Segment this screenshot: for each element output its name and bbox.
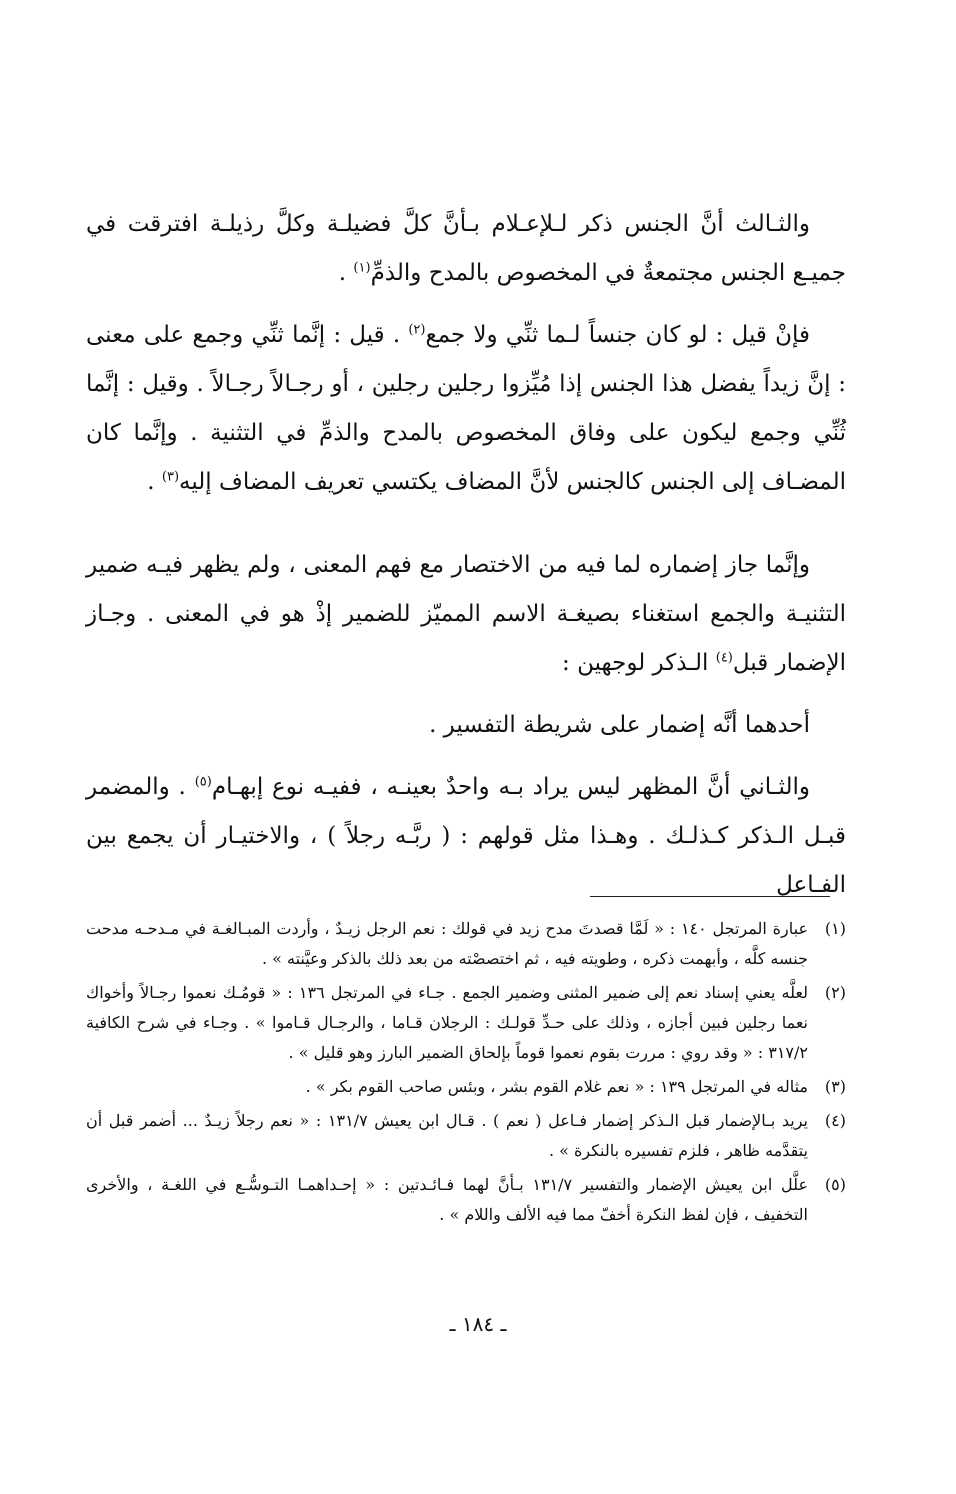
- footnote-text: علَّل ابن يعيش الإضمار والتفسير ١٣١/٧ بـأنَّ لهما فـائـدتين : « إحـداهمـا التـوسُّـع في اللغـة ، والأخرى التخفيف ، فإن لفظ النكرة أخفّ مما فيه الألف واللام » .: [86, 1175, 808, 1224]
- footnote-ref-1: (١): [353, 260, 371, 276]
- paragraph-2-text-a: فإنْ قيل : لو كان جنساً لـما ثنِّي ولا جمع: [425, 322, 810, 348]
- paragraph-2-text-b: . قيل : إنَّما ثنِّي وجمع على معنى : إنَّ زيداً يفضل هذا الجنس إذا مُيِّزوا رجلين رجلين ، أو رجـالاً رجـالاً . وقيل : إنَّما ثُنِّي وجمع ليكون على وفاق المخصوص بالمدح والذمِّ في التثنية . وإنَّما كان المضـاف إلى الجنس كالجنس لأنَّ المضاف يكتسي تعريف المضاف إليه: [86, 322, 846, 495]
- paragraph-2-end: .: [147, 469, 162, 495]
- footnote-ref-3: (٣): [161, 469, 180, 485]
- footnote-ref-4: (٤): [715, 650, 733, 666]
- footnote-2: [86, 978, 846, 1068]
- footnote-separator: [590, 896, 830, 897]
- footnote-5: [86, 1170, 846, 1230]
- paragraph-4: [86, 701, 846, 750]
- footnote-text: يريد بـالإضمار قبل الـذكر إضمار فـاعل ( نعم ) . قـال ابن يعيش ١٣١/٧ : « نعم رجلاً زيـدٌ ... أضمر قبل أن يتقدَّمه ظاهر ، فلزم تفسيره بالنكرة » .: [86, 1111, 809, 1160]
- page-number: ـ ١٨٤ ـ: [449, 1312, 507, 1336]
- footnote-number: (٥): [824, 1175, 846, 1194]
- footnote-number: (٤): [824, 1111, 846, 1130]
- footnote-text: لعلَّه يعني إسناد نعم إلى ضمير المثنى وضمير الجمع . جـاء في المرتجل ١٣٦ : « قومُـك نعموا رجـالاً وأخواك نعما رجلين فبين أجازه ، وذلك على حـدِّ قولـك : الرجلان قـاما ، والرجـال قـاموا » . وجـاء في شرح الكافية ٣١٧/٢ : « وقد روي : مررت بقوم نعموا قوماً بإلحاق الضمير البارز وهو قليل » .: [86, 983, 809, 1062]
- paragraph-2: [86, 311, 846, 507]
- footnote-ref-2: (٢): [408, 322, 426, 338]
- footnote-3: [86, 1072, 846, 1102]
- paragraph-5-text-b: . والمضمر قبـل الـذكر كـذلـك . وهـذا مثل قولهم : ( ربَّـه رجلاً ) ، والاختيـار أن يجمع بين الفـاعل: [86, 774, 846, 898]
- footnote-text: عبارة المرتجل ١٤٠ : « لَمَّا قصدتَ مدح زيد في قولك : نعم الرجل زيـدٌ ، وأردت المبـالغـة في مـدحـه مدحت جنسه كلَّه ، وأبهمت ذكره ، وطويته فيه ، ثم اختصصْته من بعد ذلك بالذكر وعيَّنته » .: [86, 919, 808, 968]
- footnote-number: (٣): [824, 1077, 846, 1096]
- paragraph-3-text-a: وإنَّما جاز إضماره لما فيه من الاختصار مع فهم المعنى ، ولم يظهر فيـه ضمير التثنيـة والجمع استغناء بصيغـة الاسم المميّز للضمير إذْ هو في المعنى . وجـاز الإضمار قبل: [86, 552, 846, 676]
- footnote-ref-5: (٥): [194, 774, 212, 790]
- paragraph-1: [86, 200, 846, 298]
- paragraph-1-end: .: [338, 260, 354, 286]
- footnote-text: مثاله في المرتجل ١٣٩ : « نعم غلام القوم بشر ، وبئس صاحب القوم بكر » .: [305, 1077, 808, 1096]
- paragraph-4-text: أحدهما أنَّه إضمار على شريطة التفسير .: [429, 712, 810, 738]
- main-text: [86, 200, 846, 910]
- paragraph-5: [86, 763, 846, 910]
- paragraph-3: [86, 541, 846, 688]
- footnotes: [86, 914, 846, 1234]
- paragraph-3-text-b: الـذكر لوجهين :: [562, 650, 716, 676]
- footnote-number: (١): [824, 919, 846, 938]
- paragraph-1-text: والثـالث أنَّ الجنس ذكر لـلإعـلام بـأنَّ كلَّ فضيلـة وكلَّ رذيلـة افترقت في جميـع الجنس مجتمعةٌ في المخصوص بالمدح والذمِّ: [86, 211, 846, 286]
- footnote-1: [86, 914, 846, 974]
- footnote-number: (٢): [824, 983, 846, 1002]
- footnote-4: [86, 1106, 846, 1166]
- paragraph-5-text-a: والثـاني أنَّ المظهر ليس يراد بـه واحدٌ بعينـه ، ففيـه نوع إبهـام: [211, 774, 810, 800]
